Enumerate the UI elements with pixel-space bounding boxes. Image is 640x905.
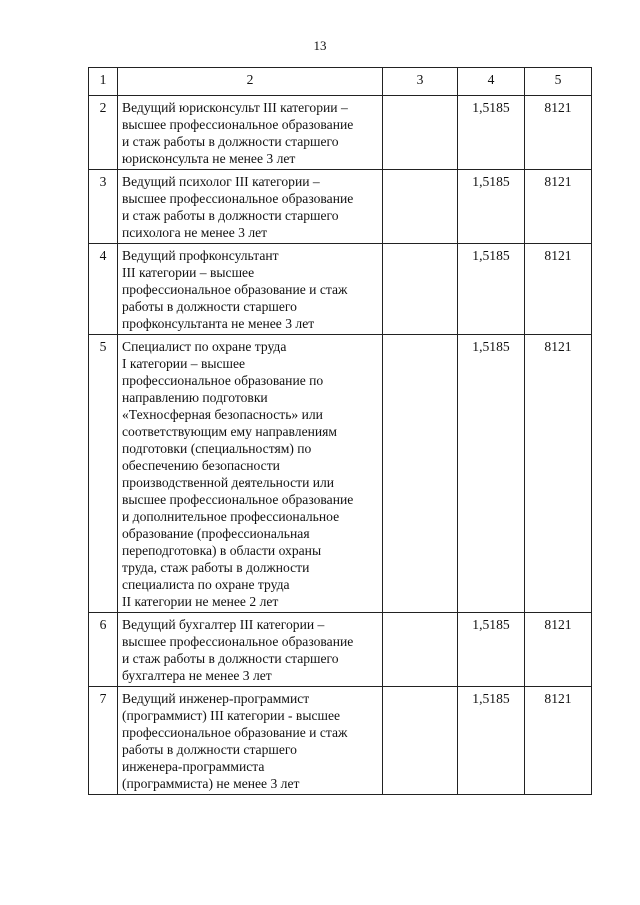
row-number: 2	[89, 96, 118, 170]
table-row	[89, 244, 592, 335]
coefficient-cell: 1,5185	[458, 613, 525, 687]
row-number: 7	[89, 687, 118, 795]
row-number: 5	[89, 335, 118, 613]
row-number: 4	[89, 244, 118, 335]
column-3-cell	[383, 170, 458, 244]
column-3-cell	[383, 96, 458, 170]
position-description: Ведущий профконсультант III категории – высшее профессиональное образование и стаж работы в должности старшего профконсультанта не менее 3 лет	[118, 244, 383, 335]
row-number: 3	[89, 170, 118, 244]
row-number: 6	[89, 613, 118, 687]
header-col-2: 2	[118, 68, 383, 96]
coefficient-cell: 1,5185	[458, 96, 525, 170]
position-description: Специалист по охране труда I категории – высшее профессиональное образование по направлению подготовки «Техносферная безопасность» или соответствующим ему направлениям подготовки (специальностям) по обеспечению безопасности производственной деятельности или высшее профессиональное образование и дополнительное профессиональное образование (профессиональная переподготовка) в области охраны труда, стаж работы в должности специалиста по охране труда II категории не менее 2 лет	[118, 335, 383, 613]
salary-cell: 8121	[525, 244, 592, 335]
position-description: Ведущий бухгалтер III категории – высшее профессиональное образование и стаж работы в должности старшего бухгалтера не менее 3 лет	[118, 613, 383, 687]
header-col-1: 1	[89, 68, 118, 96]
coefficient-cell: 1,5185	[458, 170, 525, 244]
header-col-3: 3	[383, 68, 458, 96]
position-description: Ведущий психолог III категории – высшее профессиональное образование и стаж работы в должности старшего психолога не менее 3 лет	[118, 170, 383, 244]
column-3-cell	[383, 613, 458, 687]
header-col-5: 5	[525, 68, 592, 96]
salary-cell: 8121	[525, 170, 592, 244]
position-description: Ведущий инженер-программист (программист) III категории - высшее профессиональное образование и стаж работы в должности старшего инженера-программиста (программиста) не менее 3 лет	[118, 687, 383, 795]
positions-table	[88, 67, 592, 795]
column-3-cell	[383, 687, 458, 795]
table-header-row	[89, 68, 592, 96]
table-row	[89, 687, 592, 795]
table-row	[89, 335, 592, 613]
coefficient-cell: 1,5185	[458, 335, 525, 613]
salary-cell: 8121	[525, 335, 592, 613]
coefficient-cell: 1,5185	[458, 244, 525, 335]
column-3-cell	[383, 244, 458, 335]
page-number: 13	[313, 38, 327, 53]
coefficient-cell: 1,5185	[458, 687, 525, 795]
position-description: Ведущий юрисконсульт III категории – высшее профессиональное образование и стаж работы в должности старшего юрисконсульта не менее 3 лет	[118, 96, 383, 170]
salary-cell: 8121	[525, 96, 592, 170]
column-3-cell	[383, 335, 458, 613]
salary-cell: 8121	[525, 613, 592, 687]
table-row	[89, 613, 592, 687]
table-row	[89, 96, 592, 170]
table-row	[89, 170, 592, 244]
salary-cell: 8121	[525, 687, 592, 795]
header-col-4: 4	[458, 68, 525, 96]
